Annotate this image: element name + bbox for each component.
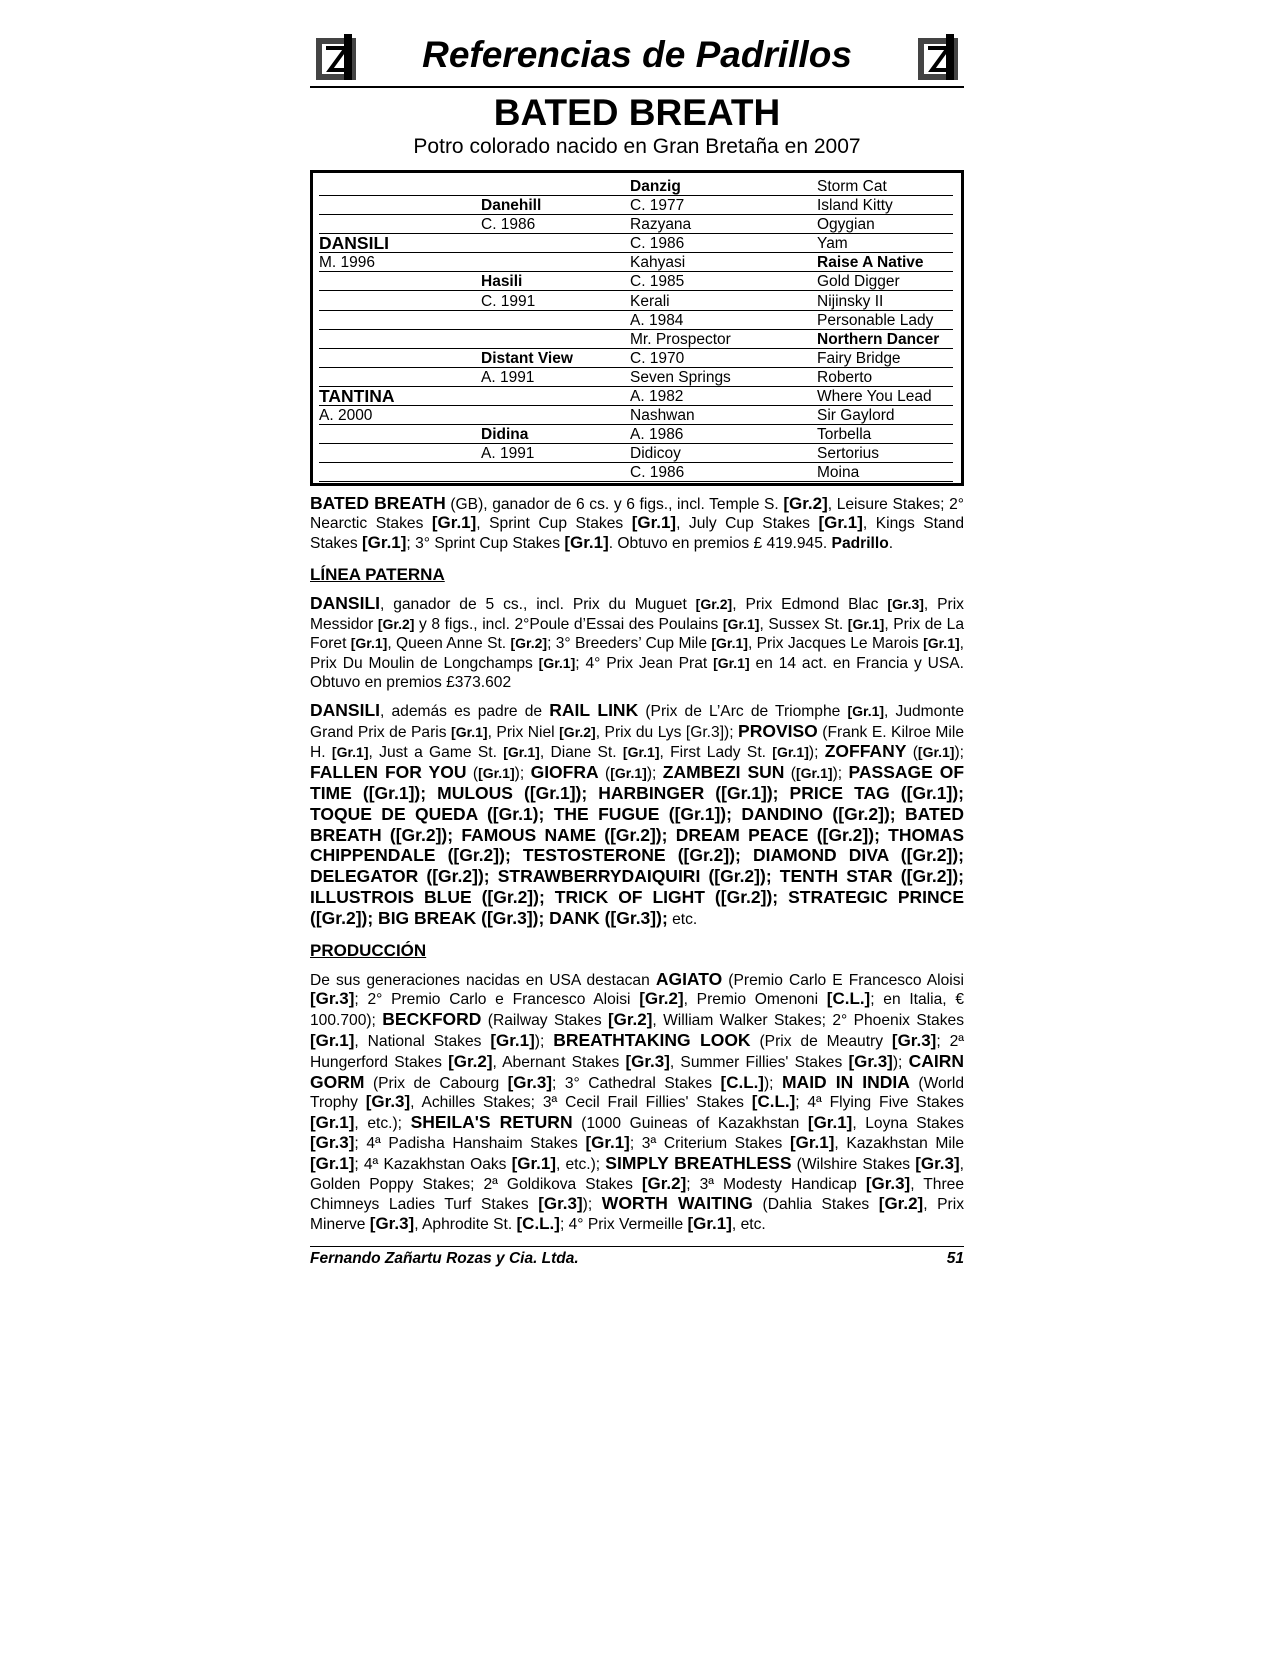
pedigree-cell: Didicoy bbox=[630, 444, 817, 463]
pedigree-cell bbox=[481, 463, 630, 482]
pedigree-row bbox=[319, 444, 953, 463]
pedigree-cell: Fairy Bridge bbox=[817, 349, 953, 368]
pedigree-cell: Kerali bbox=[630, 292, 817, 311]
pedigree-cell: DANSILI bbox=[319, 234, 481, 253]
pedigree-cell: C. 1986 bbox=[481, 215, 630, 234]
pedigree-cell: C. 1985 bbox=[630, 272, 817, 291]
pedigree-cell bbox=[319, 444, 481, 463]
logo-icon bbox=[916, 34, 960, 82]
pedigree-row bbox=[319, 311, 953, 330]
section-title-linea-paterna: LÍNEA PATERNA bbox=[310, 564, 445, 584]
pedigree-row bbox=[319, 425, 953, 444]
pedigree-cell bbox=[481, 311, 630, 330]
pedigree-cell: Yam bbox=[817, 234, 953, 253]
pedigree-cell: Distant View bbox=[481, 349, 630, 368]
pedigree-cell: A. 1982 bbox=[630, 387, 817, 406]
pedigree-cell: Danzig bbox=[630, 177, 817, 196]
pedigree-cell: C. 1977 bbox=[630, 196, 817, 215]
pedigree-cell: Where You Lead bbox=[817, 387, 953, 406]
pedigree-cell: Raise A Native bbox=[817, 253, 953, 272]
pedigree-cell bbox=[319, 177, 481, 196]
pedigree-row bbox=[319, 406, 953, 425]
pedigree-cell: Didina bbox=[481, 425, 630, 444]
pedigree-row bbox=[319, 177, 953, 196]
pedigree-cell: A. 1986 bbox=[630, 425, 817, 444]
pedigree-cell bbox=[319, 463, 481, 482]
pedigree-cell bbox=[319, 272, 481, 291]
header bbox=[310, 30, 964, 88]
pedigree-row bbox=[319, 196, 953, 215]
header-title: Referencias de Padrillos bbox=[422, 34, 852, 75]
pedigree-row bbox=[319, 349, 953, 368]
intro-paragraph: BATED BREATH (GB), ganador de 6 cs. y 6 figs., incl. Temple S. [Gr.2], Leisure Stakes; 2° Nearctic Stakes [Gr.1], Sprint Cup Stakes [Gr.1], July Cup Stakes [Gr.1], Kings Stand Stakes [Gr.1]; 3° Sprint Cup Stakes [Gr.1]. Obtuvo en premios £ 419.945. Padrillo. bbox=[310, 492, 965, 553]
pedigree-cell bbox=[319, 311, 481, 330]
pedigree-cell: Roberto bbox=[817, 368, 953, 387]
pedigree-table bbox=[310, 170, 964, 486]
pedigree-cell bbox=[481, 234, 630, 253]
pedigree-cell: Sertorius bbox=[817, 444, 953, 463]
pedigree-cell: A. 2000 bbox=[319, 406, 481, 425]
pedigree-cell bbox=[319, 196, 481, 215]
pedigree-row bbox=[319, 253, 953, 272]
pedigree-cell: Gold Digger bbox=[817, 272, 953, 291]
pedigree-cell: Ogygian bbox=[817, 215, 953, 234]
pedigree-cell: Personable Lady bbox=[817, 311, 953, 330]
pedigree-cell bbox=[481, 253, 630, 272]
pedigree-cell: Seven Springs bbox=[630, 368, 817, 387]
pedigree-row bbox=[319, 368, 953, 387]
pedigree-cell bbox=[481, 406, 630, 425]
offspring-paragraph: DANSILI, además es padre de RAIL LINK (Prix de L’Arc de Triomphe [Gr.1], Judmonte Grand Prix de Paris [Gr.1], Prix Niel [Gr.2], Prix du Lys [Gr.3]); PROVISO (Frank E. Kilroe Mile H. [Gr.1], Just a Game St. [Gr.1], Diane St. [Gr.1], First Lady St. [Gr.1]); ZOFFANY ([Gr.1]); FALLEN FOR YOU ([Gr.1]); GIOFRA ([Gr.1]); ZAMBEZI SUN ([Gr.1]); PASSAGE OF TIME ([Gr.1]); MULOUS ([Gr.1]); HARBINGER ([Gr.1]); PRICE TAG ([Gr.1]); TOQUE DE QUEDA ([Gr.1); THE FUGUE ([Gr.1]); DANDINO ([Gr.2]); BATED BREATH ([Gr.2]); FAMOUS NAME ([Gr.2]); DREAM PEACE ([Gr.2]); THOMAS CHIPPENDALE ([Gr.2]); TESTOSTERONE ([Gr.2]); DIAMOND DIVA ([Gr.2]); DELEGATOR ([Gr.2]); STRAWBERRYDAIQUIRI ([Gr.2]); TENTH STAR ([Gr.2]); ILLUSTROIS BLUE ([Gr.2]); TRICK OF LIGHT ([Gr.2]); STRATEGIC PRINCE ([Gr.2]); BIG BREAK ([Gr.3]); DANK ([Gr.3]); etc. bbox=[310, 699, 965, 928]
pedigree-cell bbox=[481, 387, 630, 406]
pedigree-cell: Sir Gaylord bbox=[817, 406, 953, 425]
dansili-paragraph: DANSILI, ganador de 5 cs., incl. Prix du Muguet [Gr.2], Prix Edmond Blac [Gr.3], Prix Messidor [Gr.2] y 8 figs., incl. 2°Poule d’Essai des Poulains [Gr.1], Sussex St. [Gr.1], Prix de La Foret [Gr.1], Queen Anne St. [Gr.2]; 3° Breeders’ Cup Mile [Gr.1], Prix Jacques Le Marois [Gr.1], Prix Du Moulin de Longchamps [Gr.1]; 4° Prix Jean Prat [Gr.1] en 14 act. en Francia y USA. Obtuvo en premios £373.602 bbox=[310, 592, 965, 692]
pedigree-cell: Storm Cat bbox=[817, 177, 953, 196]
pedigree-cell bbox=[319, 349, 481, 368]
pedigree-cell: TANTINA bbox=[319, 387, 481, 406]
pedigree-row bbox=[319, 272, 953, 291]
footer-company: Fernando Zañartu Rozas y Cia. Ltda. bbox=[310, 1250, 579, 1267]
page-number: 51 bbox=[946, 1250, 964, 1267]
pedigree-cell: Razyana bbox=[630, 215, 817, 234]
pedigree-cell: C. 1991 bbox=[481, 292, 630, 311]
pedigree-cell bbox=[319, 425, 481, 444]
pedigree-row bbox=[319, 292, 953, 311]
pedigree-cell: Kahyasi bbox=[630, 253, 817, 272]
pedigree-cell bbox=[481, 177, 630, 196]
pedigree-cell: Hasili bbox=[481, 272, 630, 291]
page bbox=[310, 30, 964, 1235]
pedigree-row bbox=[319, 234, 953, 253]
pedigree-cell: Northern Dancer bbox=[817, 330, 953, 349]
pedigree-cell: Torbella bbox=[817, 425, 953, 444]
footer bbox=[310, 1246, 964, 1268]
pedigree-cell: M. 1996 bbox=[319, 253, 481, 272]
pedigree-cell bbox=[319, 292, 481, 311]
pedigree-cell: A. 1991 bbox=[481, 444, 630, 463]
horse-name: BATED BREATH bbox=[493, 92, 781, 133]
section-title-produccion: PRODUCCIÓN bbox=[310, 940, 427, 960]
pedigree-row bbox=[319, 463, 953, 482]
pedigree-row bbox=[319, 387, 953, 406]
horse-subtitle: Potro colorado nacido en Gran Bretaña en 2007 bbox=[413, 135, 861, 158]
pedigree-cell bbox=[319, 330, 481, 349]
pedigree-cell: Moina bbox=[817, 463, 953, 482]
pedigree-cell bbox=[481, 330, 630, 349]
pedigree-cell: C. 1970 bbox=[630, 349, 817, 368]
pedigree-cell bbox=[319, 368, 481, 387]
produccion-paragraph: De sus generaciones nacidas en USA destacan AGIATO (Premio Carlo E Francesco Aloisi [Gr.3]; 2° Premio Carlo e Francesco Aloisi [Gr.2], Premio Omenoni [C.L.]; en Italia, € 100.700); BECKFORD (Railway Stakes [Gr.2], William Walker Stakes; 2° Phoenix Stakes [Gr.1], National Stakes [Gr.1]); BREATHTAKING LOOK (Prix de Meautry [Gr.3]; 2ª Hungerford Stakes [Gr.2], Abernant Stakes [Gr.3], Summer Fillies' Stakes [Gr.3]); CAIRN GORM (Prix de Cabourg [Gr.3]; 3° Cathedral Stakes [C.L.]); MAID IN INDIA (World Trophy [Gr.3], Achilles Stakes; 3ª Cecil Frail Fillies' Stakes [C.L.]; 4ª Flying Five Stakes [Gr.1], etc.); SHEILA'S RETURN (1000 Guineas of Kazakhstan [Gr.1], Loyna Stakes [Gr.3]; 4ª Padisha Hanshaim Stakes [Gr.1]; 3ª Criterium Stakes [Gr.1], Kazakhstan Mile [Gr.1]; 4ª Kazakhstan Oaks [Gr.1], etc.); SIMPLY BREATHLESS (Wilshire Stakes [Gr.3], Golden Poppy Stakes; 2ª Goldikova Stakes [Gr.2]; 3ª Modesty Handicap [Gr.3], Three Chimneys Ladies Turf Stakes [Gr.3]); WORTH WAITING (Dahlia Stakes [Gr.2], Prix Minerve [Gr.3], Aphrodite St. [C.L.]; 4° Prix Vermeille [Gr.1], etc. bbox=[310, 968, 965, 1234]
pedigree-cell: A. 1991 bbox=[481, 368, 630, 387]
pedigree-cell: Nijinsky II bbox=[817, 292, 953, 311]
pedigree-cell: Island Kitty bbox=[817, 196, 953, 215]
pedigree-cell: Nashwan bbox=[630, 406, 817, 425]
pedigree-cell: C. 1986 bbox=[630, 234, 817, 253]
pedigree-row bbox=[319, 330, 953, 349]
pedigree-cell: A. 1984 bbox=[630, 311, 817, 330]
pedigree-cell: Mr. Prospector bbox=[630, 330, 817, 349]
pedigree-row bbox=[319, 215, 953, 234]
pedigree-cell: C. 1986 bbox=[630, 463, 817, 482]
pedigree-cell: Danehill bbox=[481, 196, 630, 215]
pedigree-cell bbox=[319, 215, 481, 234]
